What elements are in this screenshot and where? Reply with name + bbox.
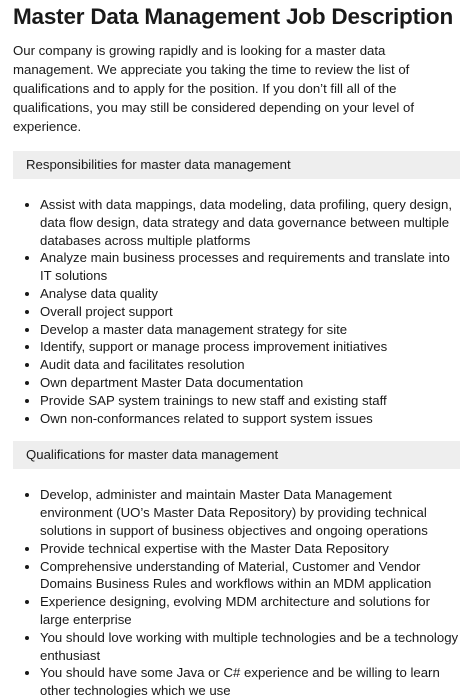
list-item: • Identify, support or manage process improvement initiatives xyxy=(40,338,460,356)
list-item: • Analyze main business processes and requirements and translate into IT solutions xyxy=(40,249,460,285)
responsibilities-heading: Responsibilities for master data management xyxy=(13,151,460,179)
list-item: • You should love working with multiple technologies and be a technology enthusiast xyxy=(40,629,460,665)
list-item: • Own department Master Data documentation xyxy=(40,374,460,392)
list-item: • Analyse data quality xyxy=(40,285,460,303)
qualifications-section xyxy=(13,441,460,700)
intro-paragraph: Our company is growing rapidly and is looking for a master data management. We appreciate you taking the time to review the list of qualifications and to apply for the position. If you don’t fill all of the qualifications, you may still be considered depending on your level of experience. xyxy=(13,43,414,134)
list-item: • You should have some Java or C# experience and be willing to learn other technologies which we use xyxy=(40,664,460,700)
list-item: • Provide technical expertise with the Master Data Repository xyxy=(40,540,460,558)
list-item: • Audit data and facilitates resolution xyxy=(40,356,460,374)
list-item: • Assist with data mappings, data modeling, data profiling, query design, data flow design, data strategy and data governance between multiple databases across multiple platforms xyxy=(40,196,460,249)
responsibilities-section xyxy=(13,151,460,427)
page-title: Master Data Management Job Description xyxy=(13,4,454,29)
list-item: • Own non-conformances related to support system issues xyxy=(40,410,460,428)
list-item: • Provide SAP system trainings to new staff and existing staff xyxy=(40,392,460,410)
list-item: • Develop, administer and maintain Master Data Management environment (UO’s Master Data Repository) by providing technical solutions in support of business objectives and ongoing operations xyxy=(40,486,460,539)
qualifications-list xyxy=(13,486,460,700)
list-item: • Experience designing, evolving MDM architecture and solutions for large enterprise xyxy=(40,593,460,629)
list-item: • Overall project support xyxy=(40,303,460,321)
responsibilities-list xyxy=(13,196,460,427)
list-item: • Comprehensive understanding of Material, Customer and Vendor Domains Business Rules and workflows within an MDM application xyxy=(40,558,460,594)
list-item: • Develop a master data management strategy for site xyxy=(40,321,460,339)
qualifications-heading: Qualifications for master data management xyxy=(13,441,460,469)
